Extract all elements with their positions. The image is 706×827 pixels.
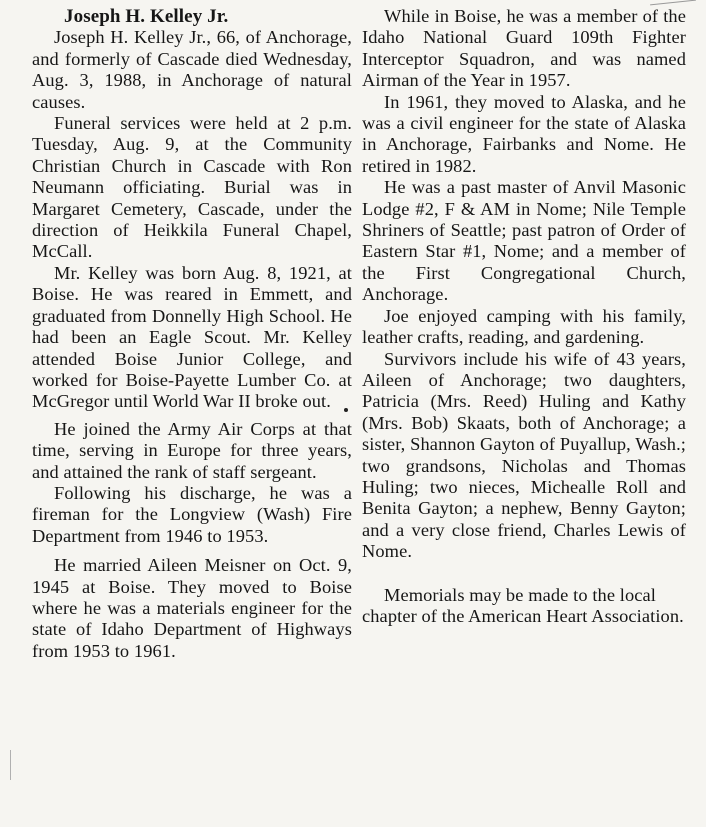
paragraph-early-life: Mr. Kelley was born Aug. 8, 1921, at Boise. He was reared in Emmett, and graduated from Donnelly High School. He had been an Eagle Scout. Mr. Kelley attended Boise Junior College, and worked for Boise-Payette Lumber Co. at McGregor until World War II broke out. [32,262,352,412]
paragraph-funeral-services: Funeral services were held at 2 p.m. Tuesday, Aug. 9, at the Community Christian Church in Cascade with Ron Neumann officiating. Burial was in Margaret Cemetery, Cascade, under the direction of Heikkila Funeral Chapel, McCall. [32,113,352,262]
paragraph-alaska-career: In 1961, they moved to Alaska, and he was a civil engineer for the state of Alaska in Anchorage, Fairbanks and Nome. He retired in 1982. [362,91,686,176]
paragraph-fireman: Following his discharge, he was a fireman for the Longview (Wash) Fire Department from 1946 to 1953. [32,482,352,546]
paragraph-marriage: He married Aileen Meisner on Oct. 9, 1945 at Boise. They moved to Boise where he was a materials engineer for the state of Idaho Department of Highways from 1953 to 1961. [32,555,352,661]
paper-scratch [650,0,696,5]
paragraph-military-service: He joined the Army Air Corps at that time, serving in Europe for three years, and attained the rank of staff sergeant. [32,418,352,482]
obituary-headline: Joseph H. Kelley Jr. [64,6,229,27]
paragraph-hobbies: Joe enjoyed camping with his family, leather crafts, reading, and gardening. [362,305,686,348]
paragraph-death-notice: Joseph H. Kelley Jr., 66, of Anchorage, and formerly of Cascade died Wednesday, Aug. 3, 1988, in Anchorage of natural causes. [32,27,352,112]
paragraph-survivors: Survivors include his wife of 43 years, Aileen of Anchorage; two daughters, Patricia (Mrs. Reed) Huling and Kathy (Mrs. Bob) Skaats, both of Anchorage; a sister, Shannon Gayton of Puyallup, Wash.; two grandsons, Nicholas and Thomas Huling; two nieces, Michealle Roll and Benita Gayton; a nephew, Benny Gayton; and a very close friend, Charles Lewis of Nome. [362,348,686,562]
paragraph-memberships: He was a past master of Anvil Masonic Lodge #2, F & AM in Nome; Nile Temple Shriners of Seattle; past patron of Order of Eastern Star #1, Nome; and a member of the First Congregational Church, Anchorage. [362,177,686,305]
right-column [362,6,686,627]
paragraph-national-guard: While in Boise, he was a member of the Idaho National Guard 109th Fighter Interceptor Squadron, and was named Airman of the Year in 1957. [362,6,686,91]
paragraph-memorials: Memorials may be made to the local chapter of the American Heart Association. [362,584,684,626]
left-column [32,6,352,662]
paper-edge-mark [10,750,11,780]
paper-dot-mark [344,408,348,412]
